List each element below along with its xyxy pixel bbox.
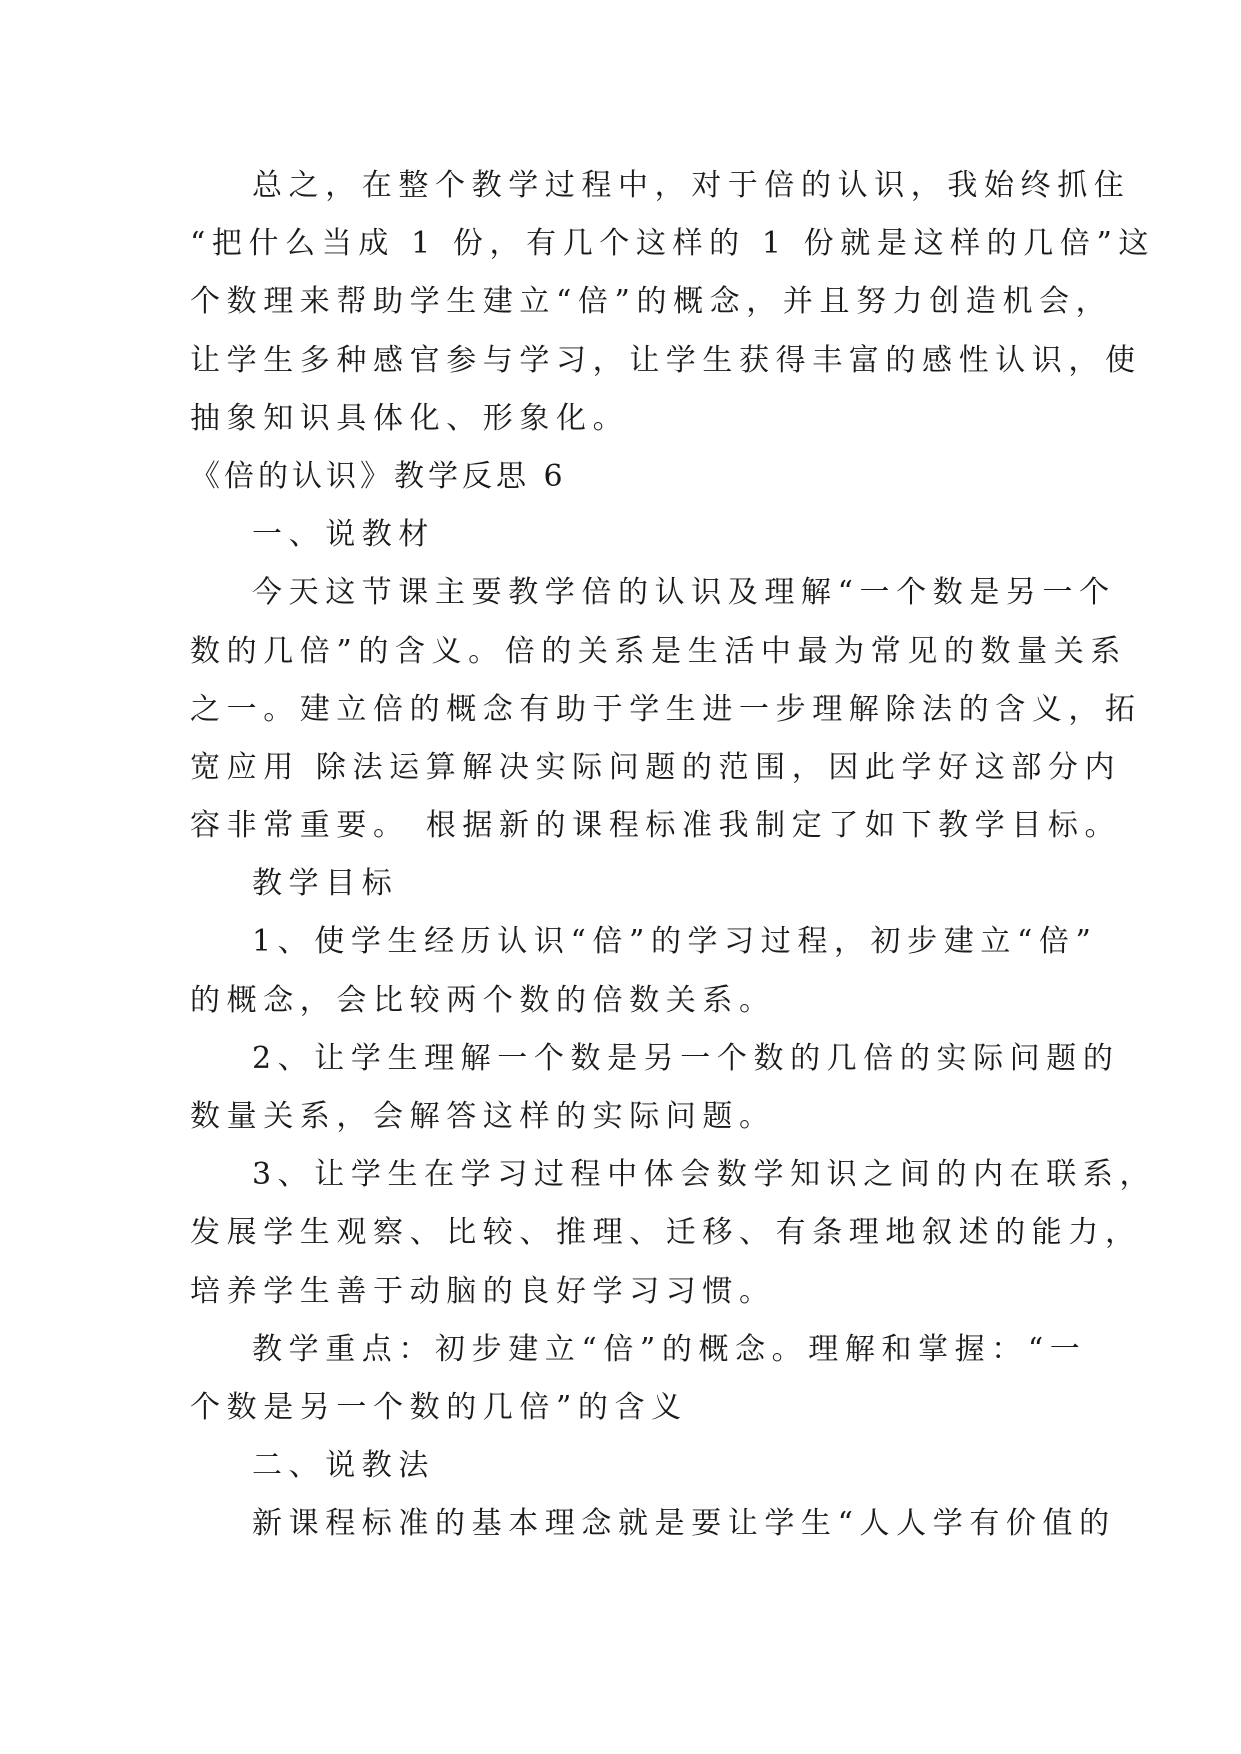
text-line: 让学生多种感官参与学习，让学生获得丰富的感性认识，使	[190, 342, 1142, 378]
text-line: 1、使学生经历认识“倍”的学习过程，初步建立“倍”	[252, 924, 1098, 960]
text-line: 3、让学生在学习过程中体会数学知识之间的内在联系，	[252, 1157, 1157, 1193]
text-line: 宽应用 除法运算解决实际问题的范围，因此学好这部分内	[190, 749, 1122, 785]
text-line: 数量关系，会解答这样的实际问题。	[190, 1099, 776, 1134]
text-line: 2、让学生理解一个数是另一个数的几倍的实际问题的	[252, 1040, 1120, 1076]
text-line: 总之，在整个教学过程中，对于倍的认识，我始终抓住	[252, 168, 1131, 203]
document-body	[190, 157, 1157, 1554]
text-line: 容非常重要。 根据新的课程标准我制定了如下教学目标。	[190, 808, 1122, 844]
section-heading: 《倍的认识》教学反思 6	[190, 458, 567, 494]
text-line: 二、说教法	[252, 1448, 435, 1484]
text-line: 教学目标	[252, 866, 399, 902]
text-line: 抽象知识具体化、形象化。	[190, 400, 630, 436]
text-line: “把什么当成 1 份，有几个这样的 1 份就是这样的几倍”这	[190, 226, 1155, 262]
text-line: 教学重点：初步建立“倍”的概念。理解和掌握：“一	[252, 1331, 1087, 1367]
text-line: 之一。建立倍的概念有助于学生进一步理解除法的含义，拓	[190, 691, 1142, 727]
text-line: 个数理来帮助学生建立“倍”的概念，并且努力创造机会，	[190, 284, 1113, 320]
text-line: 培养学生善于动脑的良好学习习惯。	[190, 1273, 776, 1309]
text-line: 新课程标准的基本理念就是要让学生“人人学有价值的	[252, 1506, 1116, 1542]
text-line: 数的几倍”的含义。倍的关系是生活中最为常见的数量关系	[190, 633, 1127, 669]
text-line: 个数是另一个数的几倍”的含义	[190, 1389, 688, 1425]
text-line: 的概念，会比较两个数的倍数关系。	[190, 982, 776, 1018]
text-line: 一、说教材	[252, 517, 435, 553]
text-line: 今天这节课主要教学倍的认识及理解“一个数是另一个	[252, 575, 1116, 611]
text-line: 发展学生观察、比较、推理、迁移、有条理地叙述的能力，	[190, 1215, 1142, 1251]
